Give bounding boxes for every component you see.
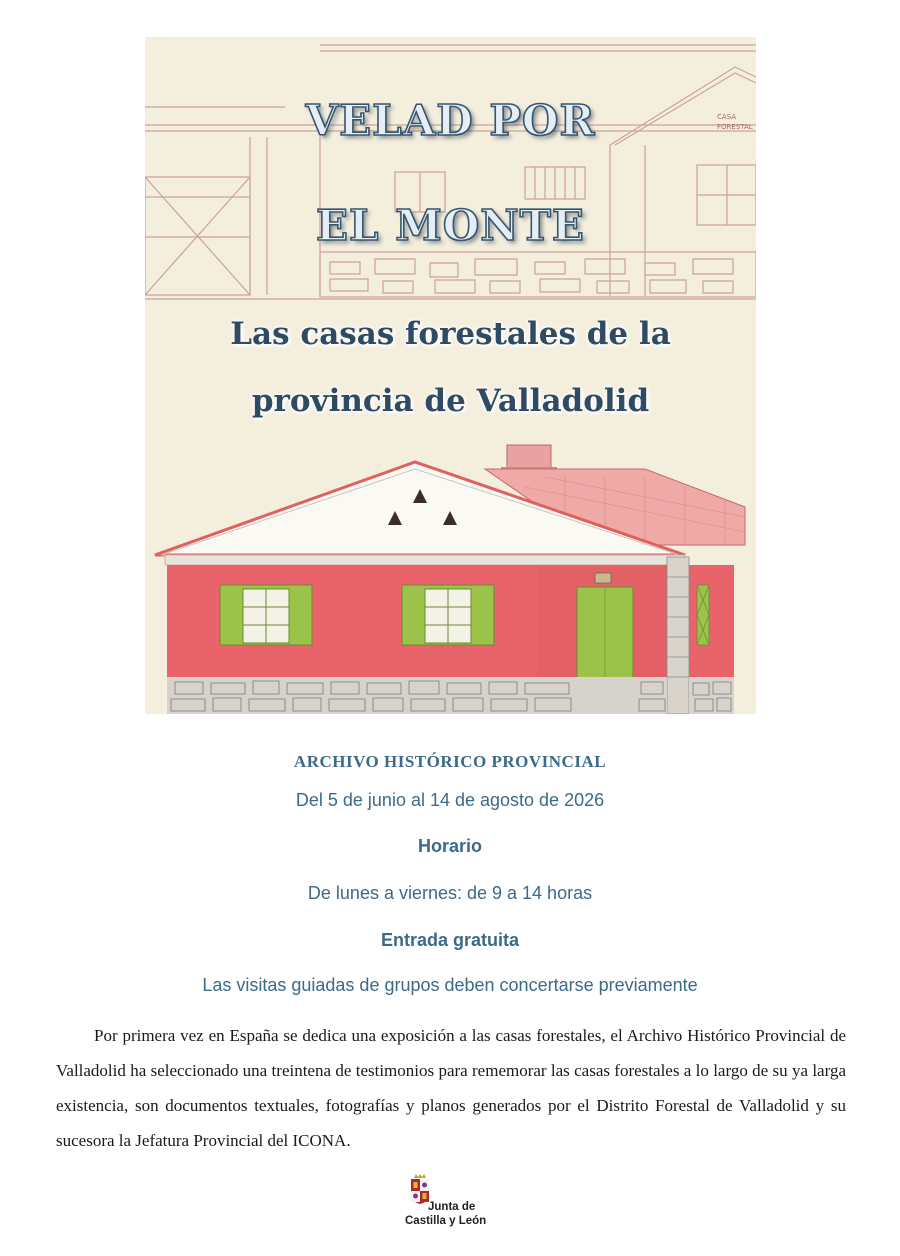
junta-logo [405, 1174, 515, 1234]
archive-name: ARCHIVO HISTÓRICO PROVINCIAL [293, 752, 607, 771]
exhibition-dates: Del 5 de junio al 14 de agosto de 2026 [295, 790, 605, 810]
description-paragraph: Por primera vez en España se dedica una exposición a las casas forestales, el Archivo Histórico Provincial de Valladolid ha seleccionado una treintena de testimonios para rememorar las casas forestales a lo largo de su ya larga existencia, son documentos textuales, fotografías y planos generados por el Distrito Forestal de Valladolid y su sucesora la Jefatura Provincial del ICONA. [56, 1026, 846, 1150]
poster-title-line2: EL MONTE [316, 201, 585, 250]
sketch-label-line2: FORESTAL [717, 123, 753, 131]
poster-title-line1: VELAD POR [305, 96, 596, 145]
schedule-text: De lunes a viernes: de 9 a 14 horas [307, 883, 593, 903]
logo-line2: Castilla y León [405, 1215, 487, 1227]
guided-visits-text: Las visitas guiadas de grupos deben concertarse previamente [202, 975, 698, 995]
poster-image [145, 37, 756, 714]
logo-line1: Junta de [428, 1201, 476, 1213]
admission-text: Entrada gratuita [380, 930, 520, 950]
poster-subtitle-line1: Las casas forestales de la [230, 316, 671, 352]
schedule-heading: Horario [417, 836, 482, 856]
poster-subtitle-line2: provincia de Valladolid [251, 383, 650, 419]
sketch-label-line1: CASA [717, 113, 737, 121]
